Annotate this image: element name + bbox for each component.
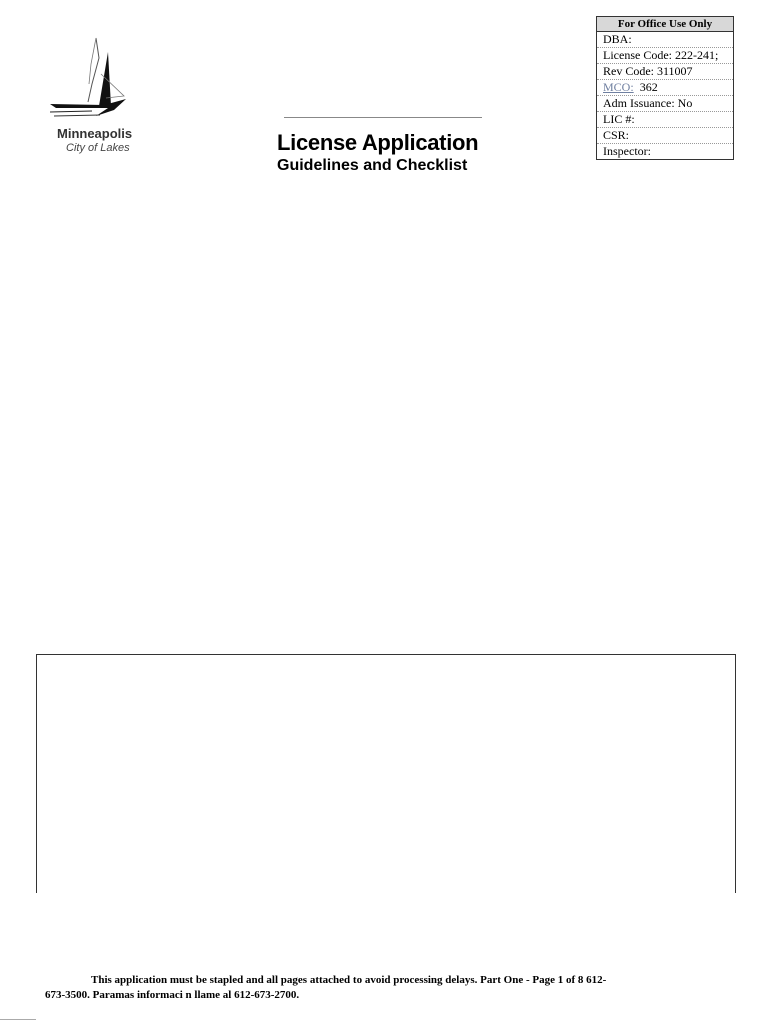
org-name: Minneapolis [57,126,133,141]
footer-notice [45,973,665,1003]
footer-line-1: This application must be stapled and all pages attached to avoid processing delays. Part One - Page 1 of 8 612- [91,974,607,986]
mco-link[interactable]: MCO: [603,80,634,94]
rev-code-field: Rev Code: 311007 [597,64,733,80]
page-title: License Application [277,130,479,155]
lic-field: LIC #: [597,112,733,128]
dba-field: DBA: [597,32,733,48]
mco-value: 362 [639,80,658,94]
license-code-field: License Code: 222-241; [597,48,733,64]
content-frame [36,654,736,893]
inspector-field: Inspector: [603,144,651,158]
office-use-heading: For Office Use Only [597,17,733,32]
office-use-box [596,16,734,160]
title-divider [284,117,482,118]
adm-issuance-field: Adm Issuance: No [597,96,733,112]
sailboat-icon [44,36,164,128]
mco-field [597,80,733,96]
footer-line-2: 673-3500. Paramas informaci n llame al 612-673-2700. [45,989,300,1001]
org-tagline: City of Lakes [66,142,130,154]
csr-field: CSR: [597,128,733,144]
page-edge-mark [0,1019,36,1020]
page-subtitle: Guidelines and Checklist [277,157,468,174]
